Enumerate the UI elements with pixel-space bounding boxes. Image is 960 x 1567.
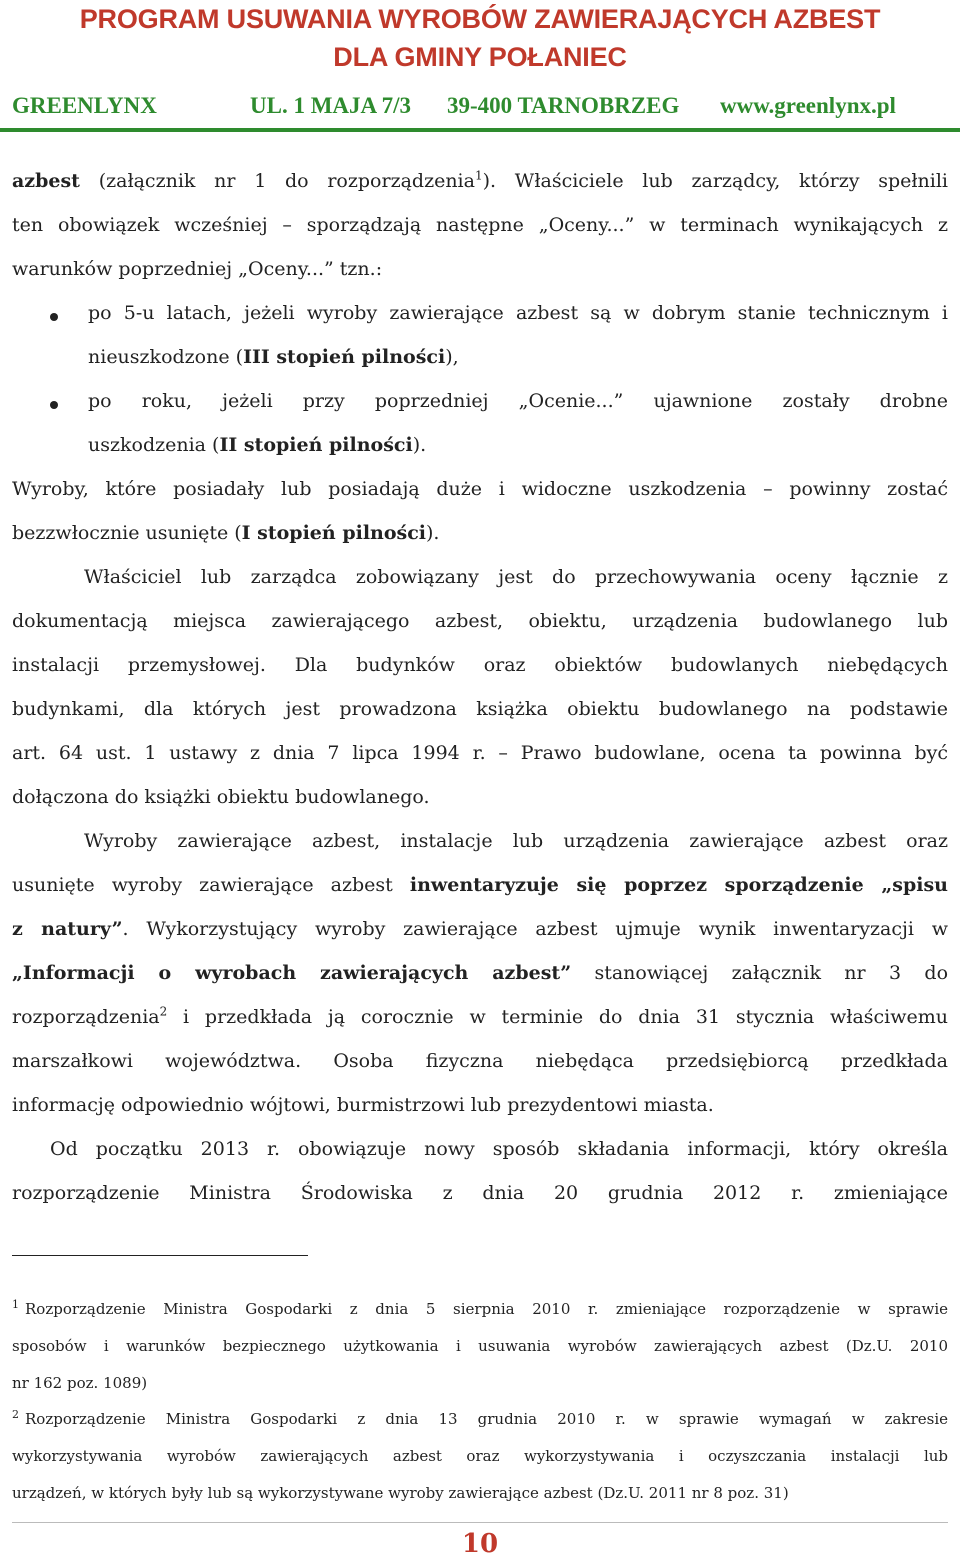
p1-line3: warunków poprzedniej „Oceny...” tzn.: <box>12 258 383 280</box>
bold-term: II stopień pilności <box>219 434 413 456</box>
document-title-line1: PROGRAM USUWANIA WYROBÓW ZAWIERAJĄCYCH AZBEST <box>79 4 881 34</box>
bullet1-line1: po 5-u latach, jeżeli wyroby zawierające azbest są w dobrym stanie technicznym i <box>88 302 948 324</box>
text-span: stanowiącej załącznik nr 3 do <box>571 962 949 984</box>
p1-line2: ten obowiązek wcześniej – sporządzają następne „Oceny...” w terminach wynikających z <box>12 214 948 236</box>
footnote1-line3: nr 162 poz. 1089) <box>12 1374 148 1392</box>
p3-line4: budynkami, dla których jest prowadzona książka obiektu budowlanego na podstawie <box>12 698 948 720</box>
footnote1-line2: sposobów i warunków bezpiecznego użytkowania i usuwania wyrobów zawierających azbest (Dz.U. 2010 <box>12 1337 948 1355</box>
footer-divider <box>12 1522 948 1523</box>
footnote-mark: 2 <box>12 1408 19 1421</box>
bullet2-line1: po roku, jeżeli przy poprzedniej „Ocenie...” ujawnione zostały drobne <box>88 390 948 412</box>
p4-line6: marszałkowi województwa. Osoba fizyczna niebędąca przedsiębiorcą przedkłada <box>12 1050 948 1072</box>
p5-line1: Od początku 2013 r. obowiązuje nowy sposób składania informacji, który określa <box>50 1138 948 1160</box>
bold-term: inwentaryzuje się poprzez sporządzenie „spisu <box>409 874 948 896</box>
bold-term: „Informacji o wyrobach zawierających azbest” <box>12 962 572 984</box>
p4-line4 <box>12 962 948 984</box>
p4-line1: Wyroby zawierające azbest, instalacje lub urządzenia zawierające azbest oraz <box>84 830 948 852</box>
text-span: ), <box>445 346 459 368</box>
text-span: (załącznik nr 1 do rozporządzenia <box>79 170 475 192</box>
bullet-dot <box>50 401 58 409</box>
text-span: rozporządzenia <box>12 1006 160 1028</box>
page-number: 10 <box>461 1529 499 1559</box>
text-span: i przedkłada ją corocznie w terminie do dnia 31 stycznia właściwemu <box>167 1006 948 1028</box>
p3-line2: dokumentacją miejsca zawierającego azbest, obiektu, urządzenia budowlanego lub <box>12 610 948 632</box>
p4-line3 <box>12 918 948 940</box>
bold-term: z natury” <box>12 918 123 940</box>
document-title-line2: DLA GMINY POŁANIEC <box>333 42 627 72</box>
p3-line3: instalacji przemysłowej. Dla budynków oraz obiektów budowlanych niebędących <box>12 654 948 676</box>
footnote-separator <box>12 1255 308 1256</box>
company-city: 39-400 TARNOBRZEG <box>447 93 680 118</box>
text-span: ). Właściciele lub zarządcy, którzy spełnili <box>482 170 948 192</box>
text-span: bezzwłocznie usunięte ( <box>12 522 242 544</box>
text-span: Rozporządzenie Ministra Gospodarki z dnia 5 sierpnia 2010 r. zmieniające rozporządzenie w sprawie <box>25 1300 948 1318</box>
p4-line2 <box>12 874 948 896</box>
p5-line2: rozporządzenie Ministra Środowiska z dnia 20 grudnia 2012 r. zmieniające <box>12 1182 948 1204</box>
text-span: usunięte wyroby zawierające azbest <box>12 874 410 896</box>
p2-line2 <box>12 522 948 544</box>
footnote-ref: 1 <box>474 168 483 183</box>
p1-line1 <box>12 170 948 192</box>
bold-term: I stopień pilności <box>241 522 427 544</box>
text-span: . Wykorzystujący wyroby zawierające azbest ujmuje wynik inwentaryzacji w <box>122 918 948 940</box>
text-span: ). <box>412 434 427 456</box>
footnote2-line3: urządzeń, w których były lub są wykorzystywane wyroby zawierające azbest (Dz.U. 2011 nr 8 poz. 31) <box>12 1484 789 1502</box>
company-name: GREENLYNX <box>12 93 157 118</box>
text-span: nieuszkodzone ( <box>88 346 244 368</box>
p4-line5 <box>12 1006 948 1028</box>
p3-line6: dołączona do książki obiektu budowlanego. <box>12 786 430 808</box>
bullet-dot <box>50 313 58 321</box>
footnote2-line2: wykorzystywania wyrobów zawierających azbest oraz wykorzystywania i oczyszczania instalacji lub <box>12 1447 948 1465</box>
p4-line7: informację odpowiednio wójtowi, burmistrzowi lub prezydentowi miasta. <box>12 1094 714 1116</box>
header-divider <box>0 128 960 132</box>
text-span: ). <box>426 522 440 544</box>
footnote2-line1 <box>12 1410 948 1428</box>
text-span: uszkodzenia ( <box>88 434 220 456</box>
p3-line5: art. 64 ust. 1 ustawy z dnia 7 lipca 1994 r. – Prawo budowlane, ocena ta powinna być <box>12 742 948 764</box>
company-street: UL. 1 MAJA 7/3 <box>250 93 411 118</box>
bullet1-line2 <box>88 346 948 368</box>
footnote-mark: 1 <box>12 1298 19 1311</box>
footnote1-line1 <box>12 1300 948 1318</box>
text-span: Rozporządzenie Ministra Gospodarki z dnia 13 grudnia 2010 r. w sprawie wymagań w zakresie <box>25 1410 948 1428</box>
bold-term: azbest <box>12 170 80 192</box>
p3-line1: Właściciel lub zarządca zobowiązany jest do przechowywania oceny łącznie z <box>84 566 948 588</box>
p2-line1: Wyroby, które posiadały lub posiadają duże i widoczne uszkodzenia – powinny zostać <box>12 478 948 500</box>
bold-term: III stopień pilności <box>243 346 446 368</box>
footnote-ref: 2 <box>159 1004 168 1019</box>
bullet2-line2 <box>88 434 948 456</box>
company-website: www.greenlynx.pl <box>720 93 896 118</box>
